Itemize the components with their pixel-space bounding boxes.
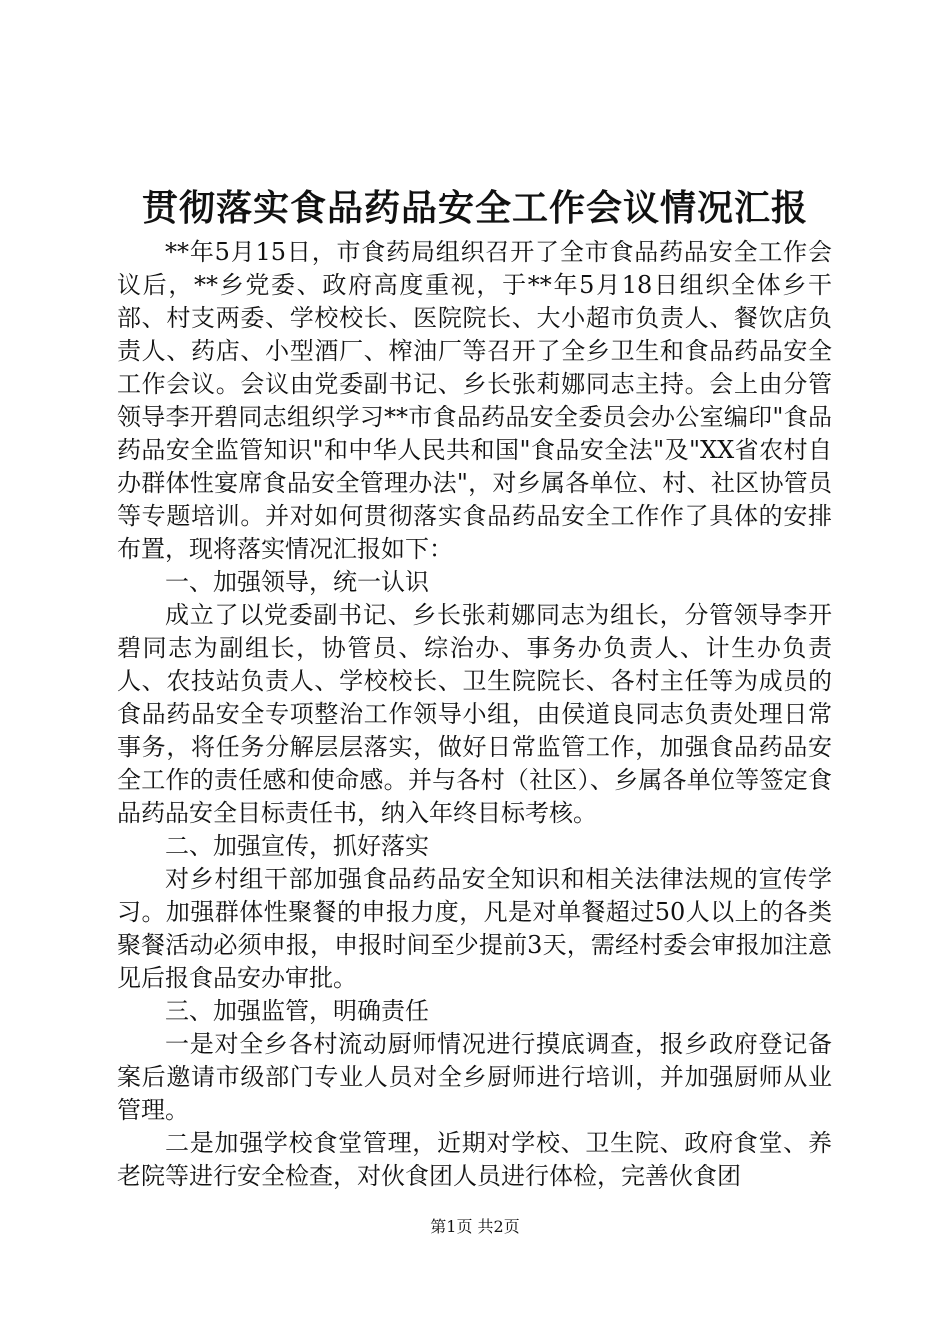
- section-heading-1: 一、加强领导，统一认识: [165, 568, 429, 596]
- paragraph-section-3-item-1: 一是对全乡各村流动厨师情况进行摸底调查，报乡政府登记备案后邀请市级部门专业人员对全乡厨师进行培训，并加强厨师从业管理。: [117, 1030, 832, 1124]
- paragraph-section-3-item-2: 二是加强学校食堂管理，近期对学校、卫生院、政府食堂、养老院等进行安全检查，对伙食团人员进行体检，完善伙食团: [117, 1129, 832, 1190]
- paragraph-section-1: 成立了以党委副书记、乡长张莉娜同志为组长，分管领导李开碧同志为副组长，协管员、综治办、事务办负责人、计生办负责人、农技站负责人、学校校长、卫生院院长、各村主任等为成员的食品药品安全专项整治工作领导小组，由侯道良同志负责处理日常事务，将任务分解层层落实，做好日常监管工作，加强食品药品安全工作的责任感和使命感。并与各村（社区）、乡属各单位等签定食品药品安全目标责任书，纳入年终目标考核。: [117, 601, 832, 827]
- page-footer: 第1页 共2页: [430, 1217, 520, 1236]
- document-body: [117, 236, 832, 1193]
- paragraph-intro: **年5月15日，市食药局组织召开了全市食品药品安全工作会议后，**乡党委、政府高度重视，于**年5月18日组织全体乡干部、村支两委、学校校长、医院院长、大小超市负责人、餐饮店负责人、药店、小型酒厂、榨油厂等召开了全乡卫生和食品药品安全工作会议。会议由党委副书记、乡长张莉娜同志主持。会上由分管领导李开碧同志组织学习**市食品药品安全委员会办公室编印"食品药品安全监管知识"和中华人民共和国"食品安全法"及"XX省农村自办群体性宴席食品安全管理办法"，对乡属各单位、村、社区协管员等专题培训。并对如何贯彻落实食品药品安全工作作了具体的安排布置，现将落实情况汇报如下：: [117, 238, 832, 563]
- paragraph-section-2: 对乡村组干部加强食品药品安全知识和相关法律法规的宣传学习。加强群体性聚餐的申报力度，凡是对单餐超过50人以上的各类聚餐活动必须申报，申报时间至少提前3天，需经村委会审报加注意见后报食品安办审批。: [117, 865, 832, 992]
- section-heading-3: 三、加强监管，明确责任: [165, 997, 429, 1025]
- document-title: 贯彻落实食品药品安全工作会议情况汇报: [141, 187, 808, 229]
- section-heading-2: 二、加强宣传，抓好落实: [165, 832, 429, 860]
